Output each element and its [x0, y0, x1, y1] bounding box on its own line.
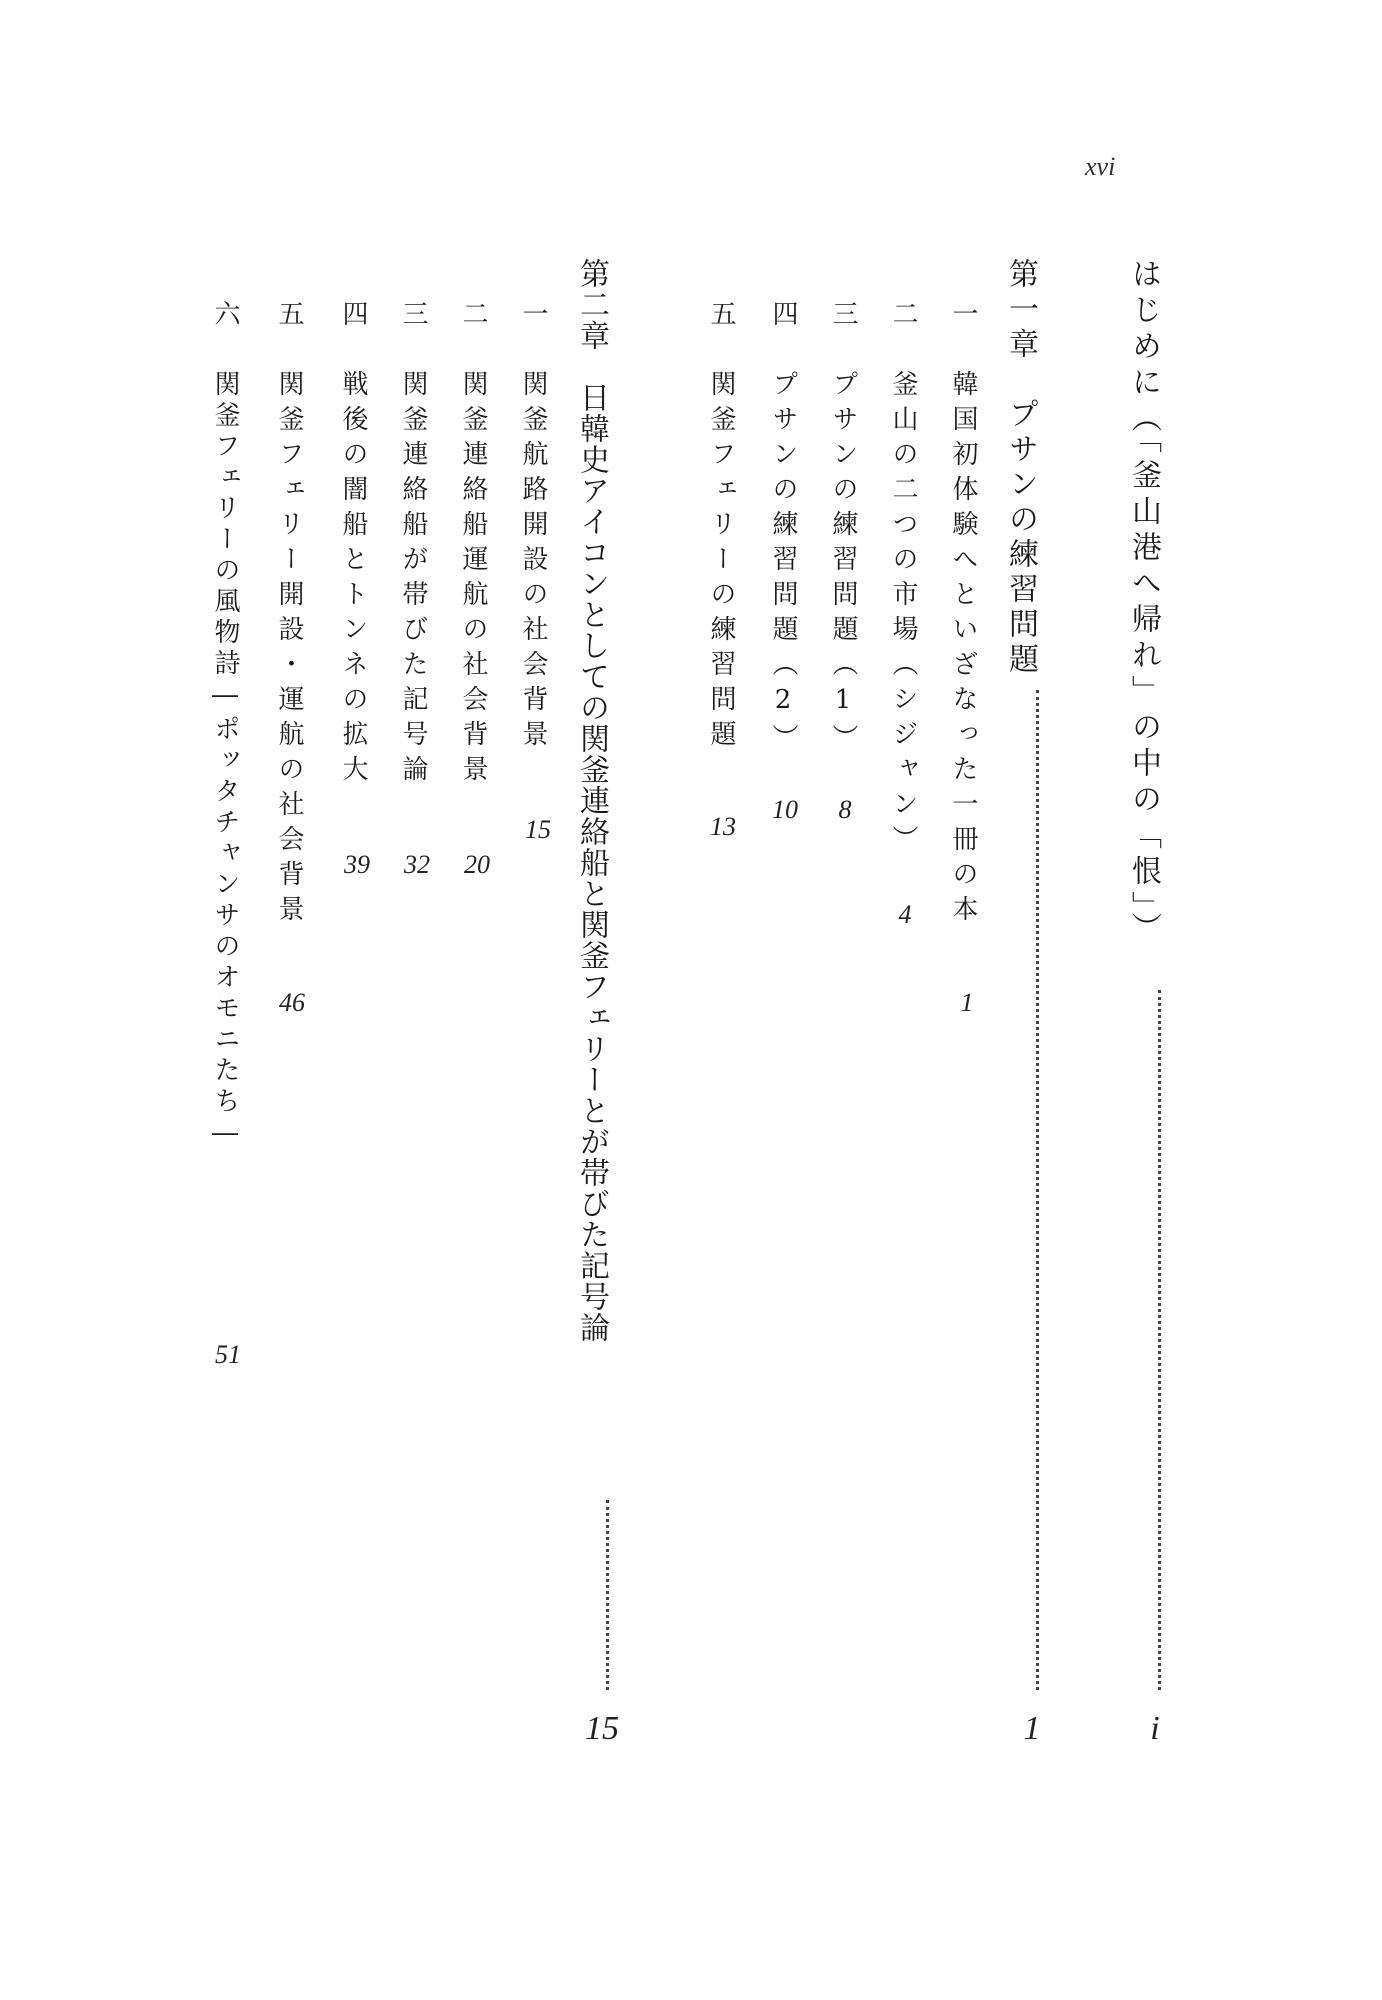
toc-ch2-sec1-num: 一 [518, 300, 548, 335]
toc-ch2-sec4-title[interactable]: 戦後の闇船とトンネの拡大 [338, 370, 368, 790]
toc-chapter1-title[interactable]: 第一章 プサンの練習問題 [1003, 258, 1038, 678]
toc-ch1-sec2-num: 二 [888, 300, 918, 335]
toc-ch1-sec4-num: 四 [768, 300, 798, 335]
toc-chapter1-page: 1 [1023, 1710, 1041, 1747]
toc-ch2-sec3-page: 32 [404, 850, 430, 879]
toc-ch2-sec6-title[interactable]: 関釜フェリーの風物詩―ポッタチャンサのオモニたち― [210, 370, 240, 1153]
toc-ch1-sec4-title[interactable]: プサンの練習問題（2） [768, 370, 798, 759]
toc-ch2-sec6-num: 六 [210, 300, 240, 335]
toc-ch1-sec5-page: 13 [710, 812, 736, 841]
toc-ch2-sec1-title[interactable]: 関釜航路開設の社会背景 [518, 370, 548, 755]
toc-ch2-sec3-num: 三 [398, 300, 428, 335]
toc-ch2-sec4-page: 39 [344, 850, 370, 879]
toc-ch2-sec1-page: 15 [525, 815, 551, 844]
toc-ch2-sec4-num: 四 [338, 300, 368, 335]
toc-ch2-sec5-num: 五 [274, 300, 304, 335]
toc-ch1-sec1-page: 1 [960, 988, 974, 1017]
toc-ch2-sec2-num: 二 [458, 300, 488, 335]
toc-intro-leader [1158, 990, 1161, 1690]
toc-ch2-sec2-title[interactable]: 関釜連絡船運航の社会背景 [458, 370, 488, 790]
toc-ch2-sec3-title[interactable]: 関釜連絡船が帯びた記号論 [398, 370, 428, 790]
toc-ch1-sec2-title[interactable]: 釜山の二つの市場（シジャン） [888, 370, 918, 860]
toc-chapter2-leader [606, 1500, 609, 1690]
toc-chapter2-title[interactable]: 第二章 日韓史アイコンとしての関釜連絡船と関釜フェリーとが帯びた記号論 [574, 258, 609, 1343]
toc-ch1-sec3-num: 三 [828, 300, 858, 335]
toc-chapter2-page: 15 [585, 1710, 619, 1747]
toc-ch1-sec1-num: 一 [948, 300, 978, 335]
toc-ch1-sec5-title[interactable]: 関釜フェリーの練習問題 [706, 370, 736, 755]
toc-intro-title[interactable]: はじめに（「釜山港へ帰れ」の中の「恨」） [1126, 258, 1161, 948]
toc-intro-page: i [1150, 1710, 1160, 1747]
toc-ch1-sec4-page: 10 [772, 795, 798, 824]
toc-ch1-sec3-title[interactable]: プサンの練習問題（1） [828, 370, 858, 759]
toc-ch1-sec1-title[interactable]: 韓国初体験へといざなった一冊の本 [948, 370, 978, 930]
toc-ch2-sec5-page: 46 [279, 988, 305, 1017]
toc-ch1-sec5-num: 五 [706, 300, 736, 335]
page-number: xvi [1085, 152, 1116, 181]
toc-ch1-sec2-page: 4 [898, 900, 912, 929]
toc-ch1-sec3-page: 8 [838, 795, 852, 824]
toc-chapter1-leader [1036, 690, 1039, 1690]
toc-ch2-sec6-page: 51 [215, 1340, 241, 1369]
toc-ch2-sec2-page: 20 [464, 850, 490, 879]
toc-ch2-sec5-title[interactable]: 関釜フェリー開設・運航の社会背景 [274, 370, 304, 930]
